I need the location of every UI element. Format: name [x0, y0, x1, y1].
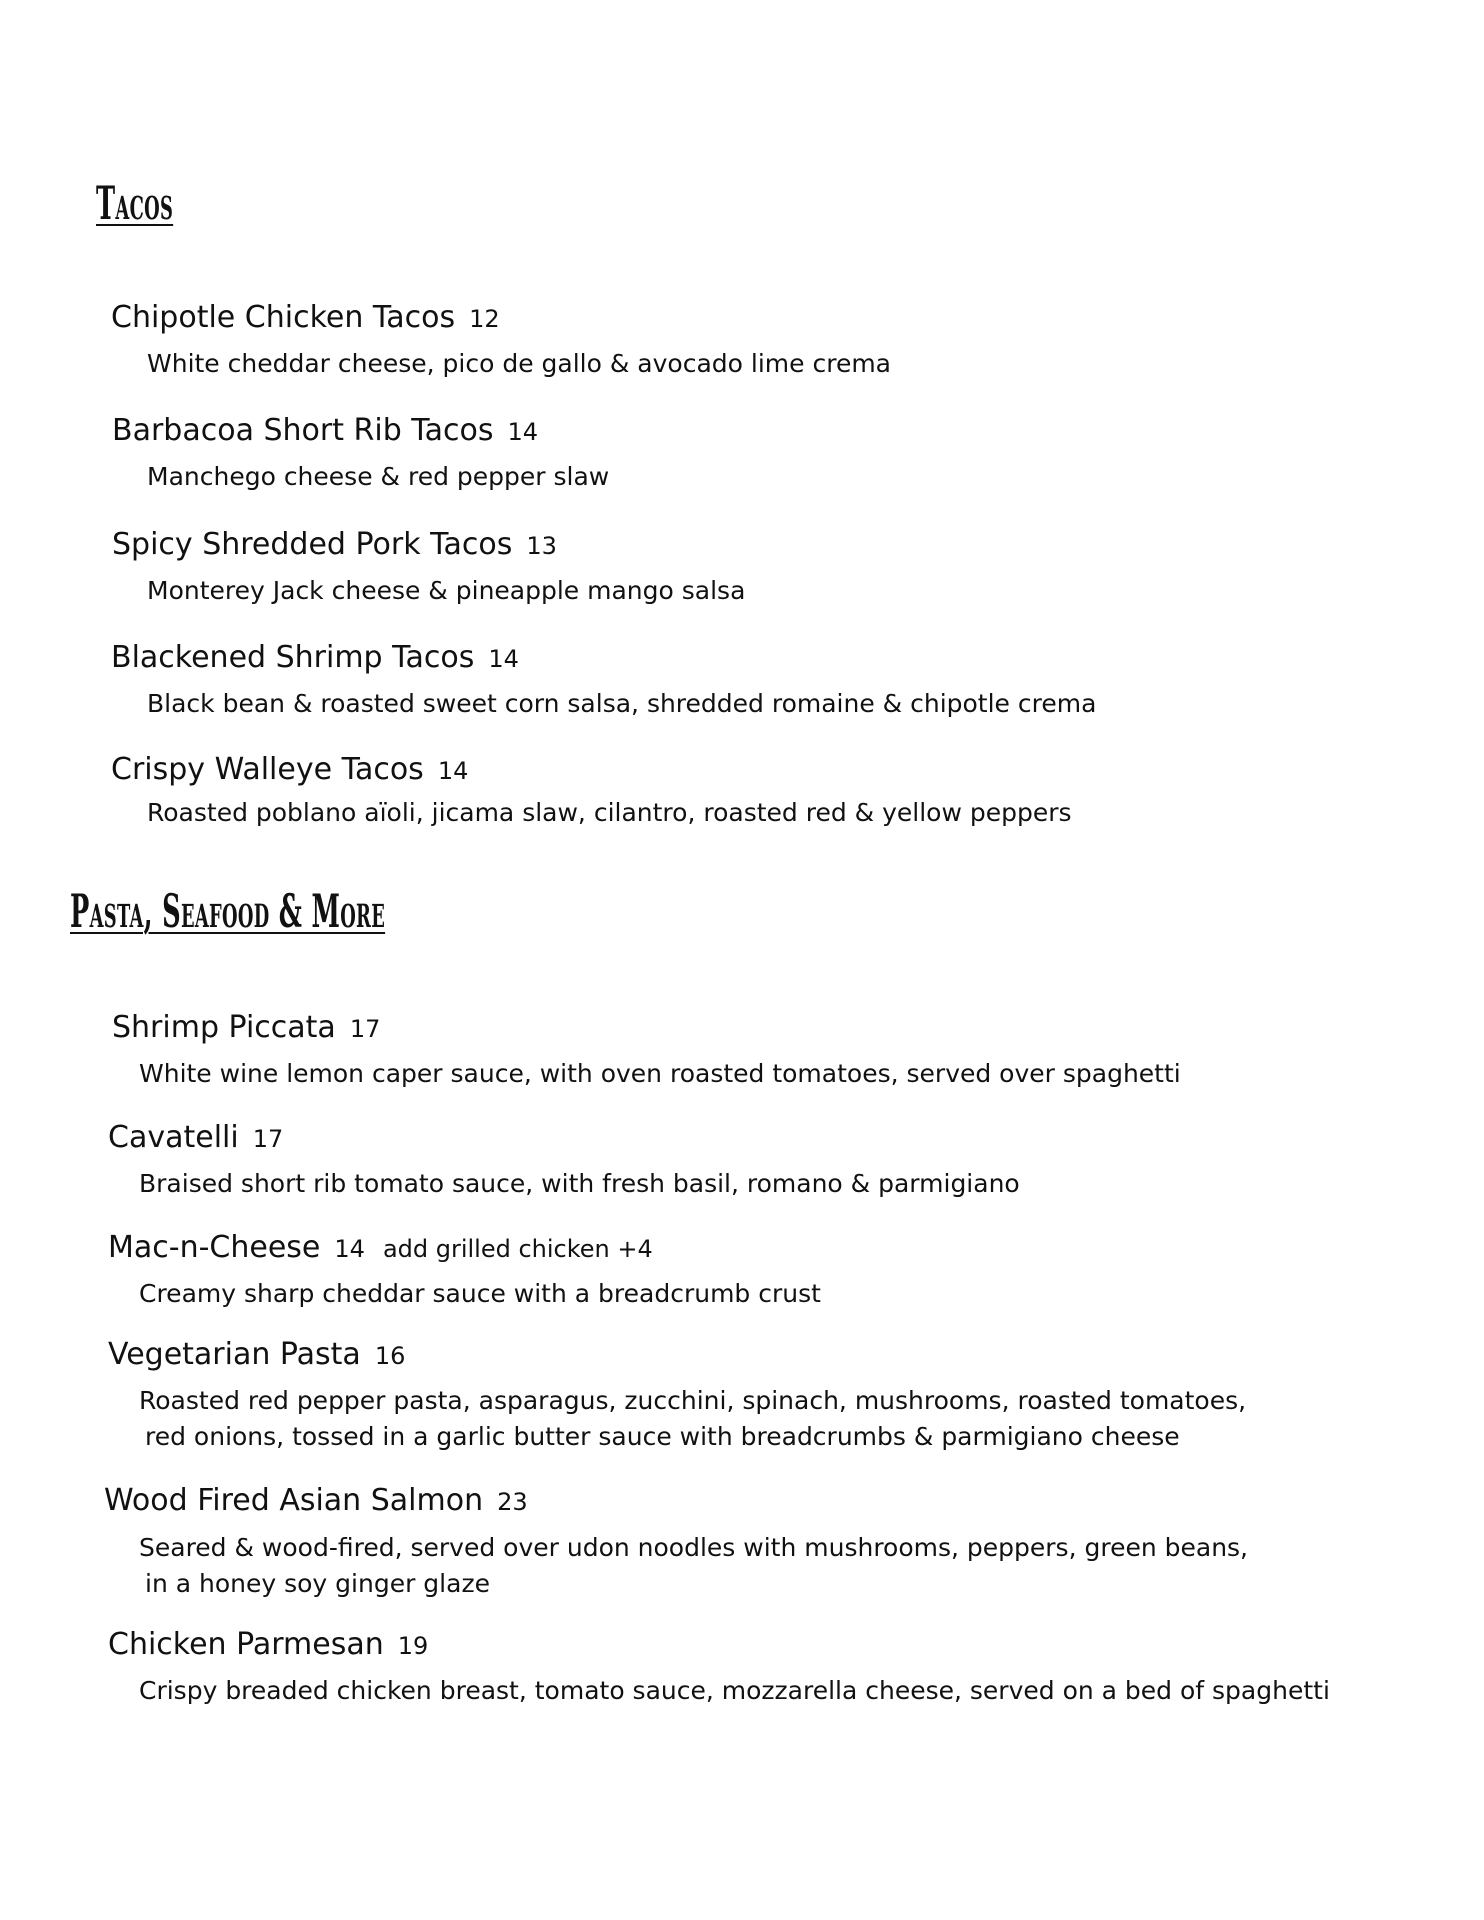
- menu-item-description: Manchego cheese & red pepper slaw: [147, 462, 610, 491]
- item-name-text: Shrimp Piccata: [112, 1010, 336, 1045]
- menu-item-name: [108, 1230, 653, 1265]
- menu-item-name: [108, 1627, 428, 1662]
- item-name-text: Chicken Parmesan: [108, 1627, 384, 1662]
- item-name-text: Wood Fired Asian Salmon: [104, 1483, 484, 1518]
- menu-item-description: in a honey soy ginger glaze: [145, 1569, 490, 1598]
- menu-item-description: Monterey Jack cheese & pineapple mango salsa: [147, 576, 746, 605]
- menu-item-name: [112, 527, 557, 562]
- item-price: 14: [334, 1235, 365, 1263]
- item-name-text: Blackened Shrimp Tacos: [111, 640, 475, 675]
- menu-item-name: [108, 1337, 405, 1372]
- menu-item-description: Braised short rib tomato sauce, with fresh basil, romano & parmigiano: [139, 1169, 1020, 1198]
- item-price: 17: [252, 1125, 284, 1153]
- item-name-text: Cavatelli: [108, 1120, 239, 1155]
- item-price: 19: [397, 1632, 429, 1660]
- menu-item-description: Black bean & roasted sweet corn salsa, shredded romaine & chipotle crema: [147, 689, 1097, 718]
- menu-item-name: [111, 300, 500, 335]
- item-name-text: Vegetarian Pasta: [108, 1337, 361, 1372]
- menu-item-name: [104, 1483, 528, 1518]
- menu-item-description: Roasted poblano aïoli, jicama slaw, cilantro, roasted red & yellow peppers: [147, 798, 1072, 827]
- menu-item-description: White cheddar cheese, pico de gallo & avocado lime crema: [147, 349, 891, 378]
- item-price: 13: [526, 532, 557, 560]
- menu-item-name: [112, 413, 538, 448]
- menu-item-description: Roasted red pepper pasta, asparagus, zucchini, spinach, mushrooms, roasted tomatoes,: [139, 1386, 1247, 1415]
- item-price: 16: [374, 1342, 406, 1370]
- item-name-text: Chipotle Chicken Tacos: [111, 300, 456, 335]
- item-name-text: Crispy Walleye Tacos: [111, 752, 424, 787]
- menu-item-description: Seared & wood-fired, served over udon noodles with mushrooms, peppers, green beans,: [139, 1533, 1249, 1562]
- item-name-text: Barbacoa Short Rib Tacos: [112, 413, 494, 448]
- menu-item-description: red onions, tossed in a garlic butter sauce with breadcrumbs & parmigiano cheese: [145, 1422, 1180, 1451]
- item-add-on: add grilled chicken +4: [382, 1235, 653, 1263]
- menu-item-name: [111, 640, 519, 675]
- item-name-text: Spicy Shredded Pork Tacos: [112, 527, 513, 562]
- menu-item-name: [108, 1120, 283, 1155]
- menu-item-name: [111, 752, 468, 787]
- item-price: 23: [497, 1488, 528, 1516]
- menu-item-description: White wine lemon caper sauce, with oven roasted tomatoes, served over spaghetti: [139, 1059, 1181, 1088]
- menu-item-description: Crispy breaded chicken breast, tomato sauce, mozzarella cheese, served on a bed of spaghetti: [139, 1676, 1330, 1705]
- section-title-tacos: Tacos: [96, 176, 174, 230]
- section-title-pasta-seafood-more: Pasta, Seafood & More: [70, 884, 386, 938]
- item-price: 14: [437, 757, 469, 785]
- menu-item-description: Creamy sharp cheddar sauce with a breadcrumb crust: [139, 1279, 821, 1308]
- item-price: 14: [488, 645, 519, 673]
- item-price: 12: [469, 305, 500, 333]
- menu-item-name: [112, 1010, 380, 1045]
- item-price: 17: [349, 1015, 381, 1043]
- item-name-text: Mac-n-Cheese: [108, 1230, 321, 1265]
- item-price: 14: [507, 418, 539, 446]
